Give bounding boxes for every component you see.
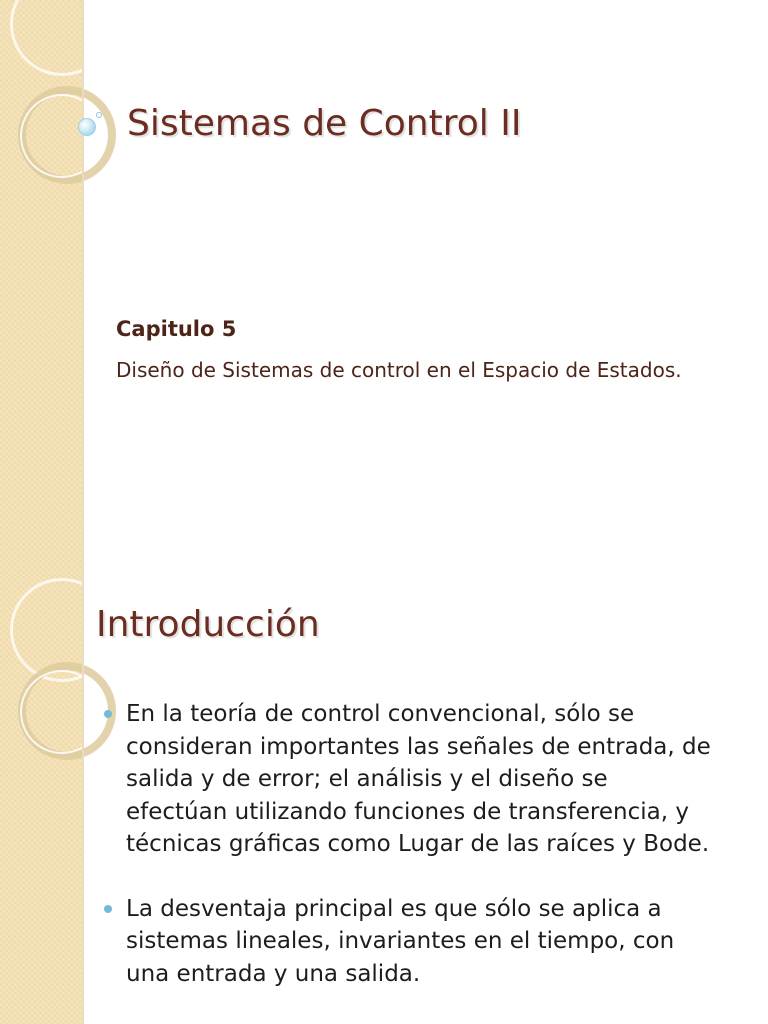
- decorative-side-band: [0, 0, 84, 576]
- decorative-ring-icon: [10, 0, 114, 76]
- bullet-text: En la teoría de control convencional, sólo se consideran importantes las señales de entrada, de salida y de error; el análisis y el diseño se efectúan utilizando funciones de transferencia, y técnicas gráficas como Lugar de las raíces y Bode.: [126, 701, 711, 857]
- decorative-ring-icon: [20, 94, 104, 178]
- decorative-ring-icon: [20, 670, 104, 754]
- bubble-icon: [96, 112, 102, 118]
- slide-introduction: [0, 576, 768, 1024]
- bullet-list: [104, 698, 714, 1022]
- chapter-heading: Capitulo 5: [116, 317, 237, 341]
- bullet-dot-icon: [104, 710, 112, 718]
- list-item: [104, 698, 714, 861]
- chapter-subtitle: Diseño de Sistemas de control en el Espacio de Estados.: [116, 358, 682, 382]
- bullet-text: La desventaja principal es que sólo se aplica a sistemas lineales, invariantes en el tiempo, con una entrada y una salida.: [126, 895, 675, 987]
- list-item: [104, 893, 714, 991]
- section-title: Introducción: [96, 604, 320, 645]
- decorative-side-band: [0, 576, 84, 1024]
- bullet-dot-icon: [104, 905, 112, 913]
- bubble-icon: [78, 118, 96, 136]
- page-title: Sistemas de Control II: [127, 103, 522, 144]
